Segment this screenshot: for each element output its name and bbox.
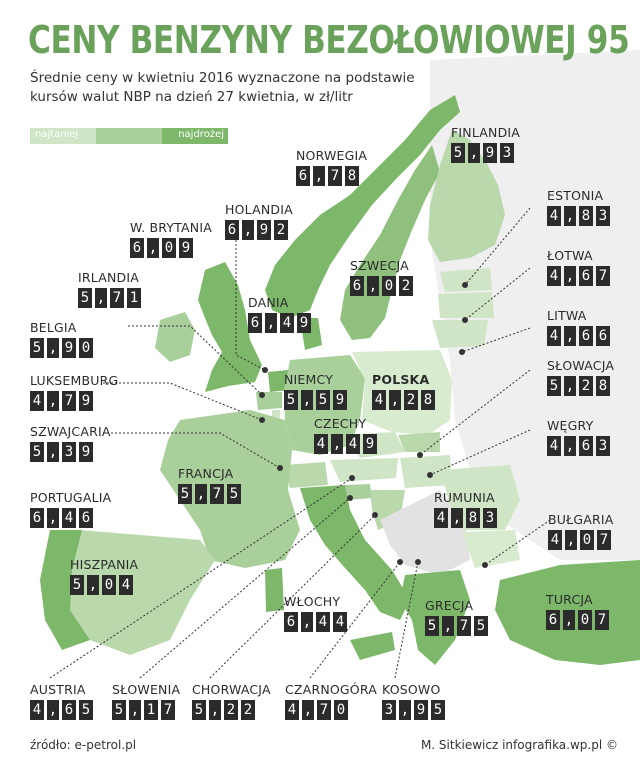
country-kosowo bbox=[382, 682, 448, 720]
price-digit: 4 bbox=[372, 390, 386, 410]
country-name: DANIA bbox=[248, 295, 289, 310]
price-digit: , bbox=[332, 436, 342, 452]
country-name: W. BRYTANIA bbox=[130, 220, 212, 235]
price-digit: , bbox=[266, 315, 276, 331]
price-digit: 6 bbox=[62, 700, 76, 720]
price-digit: 3 bbox=[596, 206, 610, 226]
dot-austria bbox=[349, 475, 355, 481]
price-box bbox=[547, 266, 613, 286]
dot-czarnogora bbox=[397, 559, 403, 565]
price-digit: 5 bbox=[284, 390, 298, 410]
country-name: FRANCJA bbox=[178, 466, 234, 481]
price-digit: 1 bbox=[127, 288, 141, 308]
price-digit: , bbox=[469, 145, 479, 161]
price-box bbox=[78, 288, 144, 308]
price-digit: 7 bbox=[110, 288, 124, 308]
price-digit: , bbox=[314, 168, 324, 184]
price-digit: 0 bbox=[382, 276, 396, 296]
dot-holandia bbox=[262, 367, 268, 373]
price-box bbox=[546, 610, 612, 630]
price-box bbox=[30, 338, 96, 358]
country-szwajcaria bbox=[30, 424, 111, 462]
price-digit: , bbox=[88, 577, 98, 593]
country-hiszpania bbox=[70, 557, 138, 595]
price-digit: , bbox=[565, 378, 575, 394]
price-digit: , bbox=[196, 486, 206, 502]
price-digit: 4 bbox=[434, 508, 448, 528]
dot-wegry bbox=[427, 472, 433, 478]
country-grecja bbox=[425, 598, 491, 636]
country-norwegia bbox=[296, 148, 367, 186]
price-digit: 6 bbox=[30, 508, 44, 528]
country-name: SŁOWENIA bbox=[112, 682, 181, 697]
subtitle bbox=[30, 69, 415, 107]
country-polska bbox=[372, 372, 438, 410]
legend-label-low: najtaniej bbox=[35, 129, 79, 140]
price-digit: 4 bbox=[547, 266, 561, 286]
country-name: AUSTRIA bbox=[30, 682, 86, 697]
region-slowacja bbox=[398, 432, 440, 452]
price-box bbox=[248, 313, 314, 333]
price-digit: 5 bbox=[192, 700, 206, 720]
country-name: KOSOWO bbox=[382, 682, 441, 697]
price-box bbox=[30, 508, 111, 528]
price-box bbox=[350, 276, 416, 296]
country-name: PORTUGALIA bbox=[30, 490, 112, 505]
price-digit: 5 bbox=[227, 484, 241, 504]
price-digit: 7 bbox=[328, 166, 342, 186]
price-digit: 0 bbox=[334, 700, 348, 720]
price-digit: 8 bbox=[579, 206, 593, 226]
country-luksemburg bbox=[30, 373, 118, 411]
country-name: SZWAJCARIA bbox=[30, 424, 111, 439]
price-box bbox=[178, 484, 244, 504]
dot-belgia bbox=[259, 392, 265, 398]
price-digit: , bbox=[302, 614, 312, 630]
price-digit: 6 bbox=[596, 326, 610, 346]
price-digit: 2 bbox=[399, 276, 413, 296]
price-box bbox=[547, 436, 613, 456]
price-digit: 5 bbox=[451, 143, 465, 163]
country-name: CZARNOGÓRA bbox=[285, 682, 377, 697]
credit-note: M. Sitkiewicz infografika.wp.pl © bbox=[420, 738, 618, 752]
dot-chorwacja bbox=[372, 512, 378, 518]
price-digit: 5 bbox=[547, 376, 561, 396]
price-digit: , bbox=[564, 612, 574, 628]
country-name: IRLANDIA bbox=[78, 270, 139, 285]
price-box bbox=[130, 238, 212, 258]
price-digit: , bbox=[96, 290, 106, 306]
price-box bbox=[372, 390, 438, 410]
price-digit: 9 bbox=[363, 434, 377, 454]
price-digit: 6 bbox=[350, 276, 364, 296]
price-digit: , bbox=[210, 702, 220, 718]
price-box bbox=[30, 391, 118, 411]
price-digit: , bbox=[243, 222, 253, 238]
price-digit: 8 bbox=[345, 166, 359, 186]
price-digit: 4 bbox=[62, 508, 76, 528]
country-name: BUŁGARIA bbox=[548, 512, 614, 527]
price-box bbox=[547, 376, 614, 396]
country-name: SŁOWACJA bbox=[547, 358, 615, 373]
price-digit: 9 bbox=[179, 238, 193, 258]
price-digit: 4 bbox=[316, 612, 330, 632]
price-digit: 5 bbox=[316, 390, 330, 410]
price-digit: 2 bbox=[404, 390, 418, 410]
price-box bbox=[425, 616, 491, 636]
price-digit: 4 bbox=[547, 326, 561, 346]
price-digit: , bbox=[368, 278, 378, 294]
price-digit: 0 bbox=[580, 530, 594, 550]
price-digit: 7 bbox=[62, 391, 76, 411]
country-name: FINLANDIA bbox=[451, 125, 521, 140]
dot-estonia bbox=[462, 282, 468, 288]
legend-swatch-mid bbox=[96, 128, 162, 144]
price-box bbox=[225, 220, 293, 240]
dot-bulgaria bbox=[482, 562, 488, 568]
region-lotwa bbox=[438, 292, 494, 318]
country-name: LUKSEMBURG bbox=[30, 373, 119, 388]
country-name: HISZPANIA bbox=[70, 557, 139, 572]
price-digit: 3 bbox=[596, 436, 610, 456]
dot-szwajcaria bbox=[277, 465, 283, 471]
country-lotwa bbox=[547, 248, 613, 286]
country-estonia bbox=[547, 188, 613, 226]
price-digit: 6 bbox=[130, 238, 144, 258]
country-name: CHORWACJA bbox=[192, 682, 271, 697]
region-austria bbox=[330, 458, 398, 482]
region-irlandia bbox=[155, 312, 195, 362]
page-title: CENY BENZYNY BEZOŁOWIOWEJ 95 bbox=[28, 18, 630, 62]
country-wlochy bbox=[284, 594, 350, 632]
dot-slowenia bbox=[347, 495, 353, 501]
price-digit: 5 bbox=[30, 338, 44, 358]
country-szwecja bbox=[350, 258, 416, 296]
country-czarnogora bbox=[285, 682, 377, 720]
country-slowacja bbox=[547, 358, 614, 396]
price-digit: 4 bbox=[547, 206, 561, 226]
price-digit: 1 bbox=[144, 700, 158, 720]
source-note: źródło: e-petrol.pl bbox=[30, 738, 137, 752]
price-digit: 5 bbox=[70, 575, 84, 595]
country-slowenia bbox=[112, 682, 180, 720]
region-szwajcaria bbox=[285, 462, 328, 488]
price-digit: , bbox=[48, 444, 58, 460]
country-name: POLSKA bbox=[372, 372, 430, 387]
price-digit: 7 bbox=[597, 530, 611, 550]
price-digit: 2 bbox=[274, 220, 288, 240]
country-name: GRECJA bbox=[425, 598, 474, 613]
price-box bbox=[70, 575, 138, 595]
country-name: SZWECJA bbox=[350, 258, 409, 273]
price-digit: , bbox=[48, 340, 58, 356]
price-digit: 4 bbox=[285, 700, 299, 720]
price-digit: , bbox=[565, 268, 575, 284]
price-digit: , bbox=[565, 208, 575, 224]
country-holandia bbox=[225, 202, 293, 240]
dot-litwa bbox=[459, 349, 465, 355]
price-digit: , bbox=[48, 393, 58, 409]
price-box bbox=[296, 166, 367, 186]
country-niemcy bbox=[284, 372, 350, 410]
price-digit: 9 bbox=[62, 338, 76, 358]
country-name: ESTONIA bbox=[547, 188, 604, 203]
price-digit: 3 bbox=[483, 508, 497, 528]
dot-lotwa bbox=[462, 317, 468, 323]
price-digit: 5 bbox=[79, 700, 93, 720]
price-digit: 6 bbox=[296, 166, 310, 186]
country-wbrytania bbox=[130, 220, 212, 258]
price-digit: 7 bbox=[161, 700, 175, 720]
price-digit: 4 bbox=[548, 530, 562, 550]
price-digit: 6 bbox=[579, 436, 593, 456]
price-digit: 4 bbox=[547, 436, 561, 456]
country-name: WĘGRY bbox=[547, 418, 594, 433]
country-name: TURCJA bbox=[546, 592, 593, 607]
country-austria bbox=[30, 682, 96, 720]
price-digit: , bbox=[390, 392, 400, 408]
country-name: BELGIA bbox=[30, 320, 77, 335]
price-digit: 5 bbox=[30, 442, 44, 462]
price-box bbox=[30, 442, 111, 462]
country-name: HOLANDIA bbox=[225, 202, 293, 217]
country-finlandia bbox=[451, 125, 520, 163]
price-digit: 6 bbox=[284, 612, 298, 632]
price-digit: 7 bbox=[595, 610, 609, 630]
price-digit: 5 bbox=[112, 700, 126, 720]
dot-slowacja bbox=[417, 452, 423, 458]
region-sycylia bbox=[350, 632, 395, 660]
price-digit: , bbox=[303, 702, 313, 718]
price-digit: , bbox=[566, 532, 576, 548]
price-digit: 4 bbox=[30, 391, 44, 411]
price-digit: 4 bbox=[280, 313, 294, 333]
price-digit: 7 bbox=[457, 616, 471, 636]
country-turcja bbox=[546, 592, 612, 630]
country-chorwacja bbox=[192, 682, 271, 720]
price-digit: 9 bbox=[297, 313, 311, 333]
price-digit: 3 bbox=[500, 143, 514, 163]
country-portugalia bbox=[30, 490, 111, 528]
price-digit: , bbox=[48, 702, 58, 718]
price-digit: 7 bbox=[596, 266, 610, 286]
price-digit: 9 bbox=[257, 220, 271, 240]
dot-luksemburg bbox=[259, 417, 265, 423]
price-digit: 0 bbox=[79, 338, 93, 358]
price-digit: , bbox=[452, 510, 462, 526]
price-digit: 6 bbox=[579, 326, 593, 346]
price-digit: , bbox=[400, 702, 410, 718]
country-irlandia bbox=[78, 270, 144, 308]
legend-label-high: najdrożej bbox=[178, 129, 224, 140]
price-digit: 5 bbox=[474, 616, 488, 636]
price-digit: 7 bbox=[210, 484, 224, 504]
price-digit: 8 bbox=[421, 390, 435, 410]
price-digit: , bbox=[565, 438, 575, 454]
country-name: RUMUNIA bbox=[434, 490, 495, 505]
country-name: CZECHY bbox=[314, 416, 367, 431]
price-box bbox=[382, 700, 448, 720]
country-name: ŁOTWA bbox=[547, 248, 593, 263]
dot-kosowo bbox=[415, 559, 421, 565]
price-box bbox=[112, 700, 180, 720]
country-czechy bbox=[314, 416, 380, 454]
price-digit: 9 bbox=[79, 442, 93, 462]
price-box bbox=[547, 326, 613, 346]
price-digit: 4 bbox=[119, 575, 133, 595]
price-digit: 5 bbox=[78, 288, 92, 308]
country-name: NORWEGIA bbox=[296, 148, 368, 163]
price-box bbox=[192, 700, 271, 720]
region-bulgaria bbox=[462, 530, 520, 568]
price-digit: , bbox=[565, 328, 575, 344]
price-digit: , bbox=[130, 702, 140, 718]
price-digit: , bbox=[48, 510, 58, 526]
price-digit: 3 bbox=[382, 700, 396, 720]
price-box bbox=[434, 508, 500, 528]
price-digit: 0 bbox=[162, 238, 176, 258]
region-litwa bbox=[432, 320, 488, 348]
country-name: WŁOCHY bbox=[284, 594, 341, 609]
subtitle-line-1: Średnie ceny w kwietniu 2016 wyznaczone na podstawie bbox=[30, 70, 415, 86]
price-digit: 2 bbox=[224, 700, 238, 720]
price-digit: 9 bbox=[333, 390, 347, 410]
price-digit: 8 bbox=[466, 508, 480, 528]
price-box bbox=[284, 612, 350, 632]
price-digit: 0 bbox=[102, 575, 116, 595]
color-legend bbox=[30, 128, 228, 144]
price-digit: , bbox=[148, 240, 158, 256]
region-sardynia bbox=[265, 568, 284, 612]
price-digit: 9 bbox=[79, 391, 93, 411]
country-wegry bbox=[547, 418, 613, 456]
price-box bbox=[548, 530, 614, 550]
country-litwa bbox=[547, 308, 613, 346]
subtitle-line-2: kursów walut NBP na dzień 27 kwietnia, w zł/litr bbox=[30, 89, 353, 105]
price-digit: 7 bbox=[317, 700, 331, 720]
price-digit: 5 bbox=[178, 484, 192, 504]
price-digit: 4 bbox=[346, 434, 360, 454]
price-digit: 9 bbox=[414, 700, 428, 720]
price-digit: 2 bbox=[241, 700, 255, 720]
price-digit: 6 bbox=[579, 266, 593, 286]
price-box bbox=[284, 390, 350, 410]
country-bulgaria bbox=[548, 512, 614, 550]
country-dania bbox=[248, 295, 314, 333]
country-name: LITWA bbox=[547, 308, 587, 323]
price-digit: 3 bbox=[62, 442, 76, 462]
price-digit: 4 bbox=[333, 612, 347, 632]
price-box bbox=[30, 700, 96, 720]
price-digit: 4 bbox=[314, 434, 328, 454]
price-box bbox=[314, 434, 380, 454]
price-digit: 5 bbox=[425, 616, 439, 636]
price-digit: 8 bbox=[596, 376, 610, 396]
price-digit: 9 bbox=[483, 143, 497, 163]
price-digit: 6 bbox=[225, 220, 239, 240]
country-name: NIEMCY bbox=[284, 372, 334, 387]
price-digit: 0 bbox=[578, 610, 592, 630]
price-digit: 6 bbox=[248, 313, 262, 333]
price-digit: 5 bbox=[431, 700, 445, 720]
price-box bbox=[285, 700, 377, 720]
price-digit: , bbox=[302, 392, 312, 408]
price-digit: 6 bbox=[79, 508, 93, 528]
price-digit: , bbox=[443, 618, 453, 634]
region-estonia bbox=[440, 268, 492, 292]
price-box bbox=[451, 143, 520, 163]
country-belgia bbox=[30, 320, 96, 358]
price-digit: 2 bbox=[579, 376, 593, 396]
price-digit: 6 bbox=[546, 610, 560, 630]
country-rumunia bbox=[434, 490, 500, 528]
price-box bbox=[547, 206, 613, 226]
country-francja bbox=[178, 466, 244, 504]
price-digit: 4 bbox=[30, 700, 44, 720]
